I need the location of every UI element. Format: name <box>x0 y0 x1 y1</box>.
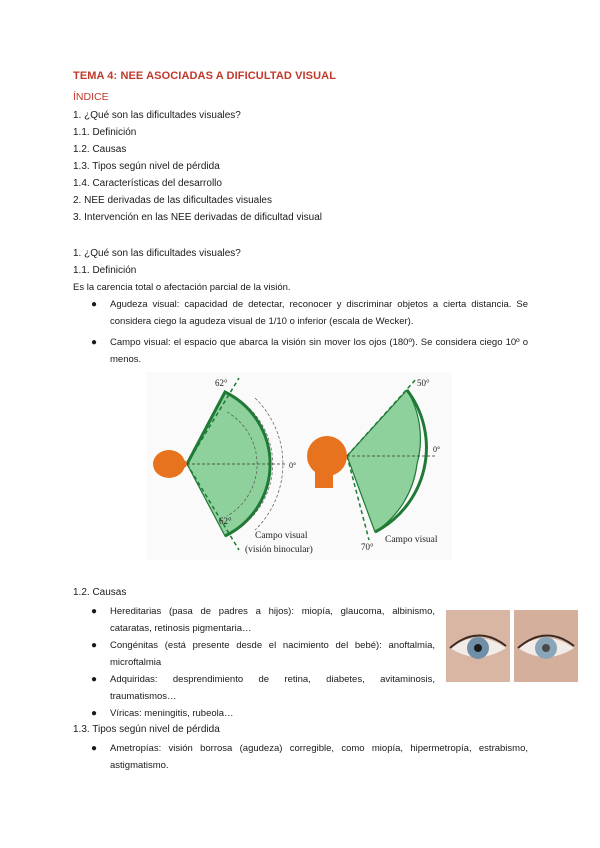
angle-label: 0° <box>433 445 441 454</box>
figure-caption: Campo visual <box>385 535 438 545</box>
bullet-icon: ● <box>91 743 98 754</box>
index-item: 1. ¿Qué son las dificultades visuales? <box>73 110 241 121</box>
bullet-icon: ● <box>91 606 98 617</box>
angle-label: 0° <box>289 461 297 470</box>
section-1-1-heading: 1.1. Definición <box>73 265 137 276</box>
bullet-icon: ● <box>91 299 98 310</box>
monocular-field-diagram <box>307 378 437 540</box>
visual-field-figure <box>147 372 452 560</box>
index-item: 1.2. Causas <box>73 144 127 155</box>
bullet-ametropias: Ametropías: visión borrosa (agudeza) corregible, como miopía, hipermetropía, estrabismo, astigmatismo. <box>110 743 528 771</box>
index-item: 2. NEE derivadas de las dificultades visuales <box>73 195 272 206</box>
angle-label: 50° <box>417 378 430 388</box>
bullet-hereditarias: Hereditarias (pasa de padres a hijos): miopía, glaucoma, albinismo, cataratas, retinosis pigmentaria… <box>110 606 435 634</box>
angle-label: 62° <box>215 378 228 388</box>
definition-text: Es la carencia total o afectación parcial de la visión. <box>73 282 291 293</box>
bullet-icon: ● <box>91 640 98 651</box>
bullet-icon: ● <box>91 337 98 348</box>
index-heading: ÍNDICE <box>73 91 109 103</box>
angle-label: 70° <box>361 542 374 552</box>
section-1-3-heading: 1.3. Tipos según nivel de pérdida <box>73 724 220 735</box>
index-item: 1.4. Características del desarrollo <box>73 178 222 189</box>
bullet-icon: ● <box>91 674 98 685</box>
section-1-2-heading: 1.2. Causas <box>73 587 127 598</box>
bullet-viricas: Víricas: meningitis, rubeola… <box>110 708 234 719</box>
bullet-agudeza: Agudeza visual: capacidad de detectar, reconocer y discriminar objetos a cierta distancia. Se considera ciego la agudeza visual de 1/10 o inferior (escala de Wecker). <box>110 299 528 327</box>
eyes-photo <box>446 610 578 682</box>
page-title: TEMA 4: NEE ASOCIADAS A DIFICULTAD VISUAL <box>73 70 337 82</box>
index-item: 3. Intervención en las NEE derivadas de dificultad visual <box>73 212 323 223</box>
section-1-heading: 1. ¿Qué son las dificultades visuales? <box>73 248 241 259</box>
index-item: 1.1. Definición <box>73 127 137 138</box>
index-item: 1.3. Tipos según nivel de pérdida <box>73 161 220 172</box>
angle-label: 62° <box>219 516 232 526</box>
figure-caption: (visión binocular) <box>245 545 313 555</box>
bullet-icon: ● <box>91 708 98 719</box>
figure-caption: Campo visual <box>255 531 308 541</box>
bullet-campo: Campo visual: el espacio que abarca la visión sin mover los ojos (180º). Se considera ciego 10º o menos. <box>110 337 528 365</box>
bullet-adquiridas: Adquiridas: desprendimiento de retina, diabetes, avitaminosis, traumatismos… <box>110 674 435 702</box>
bullet-congenitas: Congénitas (está presente desde el nacimiento del bebé): anoftalmia, microftalmia <box>110 640 435 668</box>
